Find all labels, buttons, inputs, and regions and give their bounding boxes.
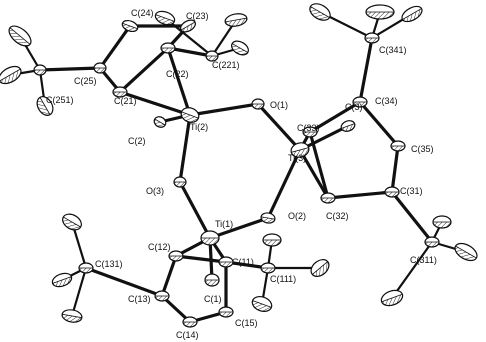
label-c341: C(341) (379, 45, 407, 55)
bond-ti1-o3 (180, 182, 210, 238)
bond-c34-c341 (360, 38, 372, 102)
label-c2: C(2) (128, 136, 146, 146)
bond-c34-c35 (360, 102, 398, 146)
label-c33: C(33) (297, 123, 320, 133)
bond-c25-c251 (40, 68, 100, 70)
label-c22: C(22) (166, 69, 189, 79)
label-c31: C(31) (400, 186, 423, 196)
label-c14: C(14) (176, 330, 199, 340)
label-ti2: Ti(2) (190, 122, 209, 132)
atom-me31a (379, 288, 404, 309)
atom-c22 (161, 43, 175, 53)
label-c111: C(111) (270, 274, 297, 284)
label-c131: C(131) (95, 259, 123, 269)
atom-c14 (183, 317, 197, 327)
atom-o2 (260, 212, 276, 224)
bond-c131-me13c (72, 268, 86, 316)
bond-c24-c25 (100, 26, 130, 68)
atom-c13 (155, 291, 169, 301)
atom-me3b (366, 5, 394, 19)
bond-ti2-c22 (168, 48, 190, 115)
label-c3: C(3) (345, 102, 363, 112)
atom-c131 (79, 263, 93, 273)
atom-me31c (433, 216, 451, 228)
atom-me11c (250, 294, 274, 314)
atom-me3c (399, 3, 424, 24)
atom-me31b (452, 240, 480, 264)
atom-me3a (307, 0, 333, 23)
label-o3: O(3) (146, 186, 164, 196)
label-c23: C(23) (186, 11, 209, 21)
atom-c3 (340, 119, 357, 133)
bond-c12-c13 (162, 256, 176, 296)
atom-o1 (252, 99, 264, 109)
atom-me2a (6, 22, 35, 49)
atom-c341 (365, 33, 379, 43)
label-c25: C(25) (74, 76, 97, 86)
label-o1: O(1) (270, 100, 288, 110)
bond-c35-c31 (392, 146, 398, 192)
label-c13: C(13) (128, 294, 151, 304)
atom-me22b (224, 12, 248, 28)
bond-o1-ti3 (258, 104, 300, 150)
bond-c31-c32 (328, 192, 392, 198)
atom-c12 (169, 251, 183, 261)
atom-c1 (205, 274, 219, 286)
label-c1: C(1) (204, 294, 222, 304)
atom-me22c (229, 38, 251, 57)
bonds (10, 12, 466, 322)
label-c21: C(21) (114, 96, 137, 106)
atom-c35 (391, 141, 405, 151)
atom-c2 (152, 115, 167, 130)
atom-c24 (121, 19, 139, 34)
label-c35: C(35) (411, 144, 434, 154)
atom-me13b (51, 271, 74, 289)
bond-c13-c131 (86, 268, 162, 296)
label-c34: C(34) (375, 96, 398, 106)
atom-me2b (0, 63, 24, 87)
bond-ti2-o1 (190, 104, 258, 115)
bond-c311-me31a (392, 242, 432, 298)
bond-c31-c311 (392, 192, 432, 242)
label-c12: C(12) (148, 242, 171, 252)
label-o2: O(2) (288, 211, 306, 221)
atom-labels (46, 8, 437, 340)
atom-c15 (219, 307, 233, 317)
label-ti3: Ti(3) (288, 153, 307, 163)
atom-c111 (261, 263, 275, 273)
label-c11: C(11) (232, 257, 254, 267)
atom-me11b (263, 234, 281, 246)
atom-c311 (425, 237, 439, 247)
atom-c25 (94, 63, 106, 73)
atom-c32 (321, 193, 335, 203)
atom-c31 (385, 187, 399, 197)
atom-me13c (61, 308, 83, 323)
label-c32: C(32) (326, 211, 349, 221)
atom-me11a (308, 256, 332, 280)
label-c24: C(24) (131, 8, 154, 18)
atom-o3 (174, 177, 186, 187)
label-c221: C(221) (212, 60, 240, 70)
label-c311: C(311) (410, 255, 437, 265)
bond-c21-c22 (120, 48, 168, 92)
bond-o3-ti2 (180, 115, 190, 182)
atom-c11 (219, 257, 233, 267)
atom-c251 (34, 65, 46, 75)
label-ti1: Ti(1) (215, 219, 234, 229)
atom-ti1 (201, 231, 219, 245)
label-c15: C(15) (235, 318, 258, 328)
label-c251: C(251) (46, 95, 74, 105)
atom-me13a (60, 211, 84, 233)
